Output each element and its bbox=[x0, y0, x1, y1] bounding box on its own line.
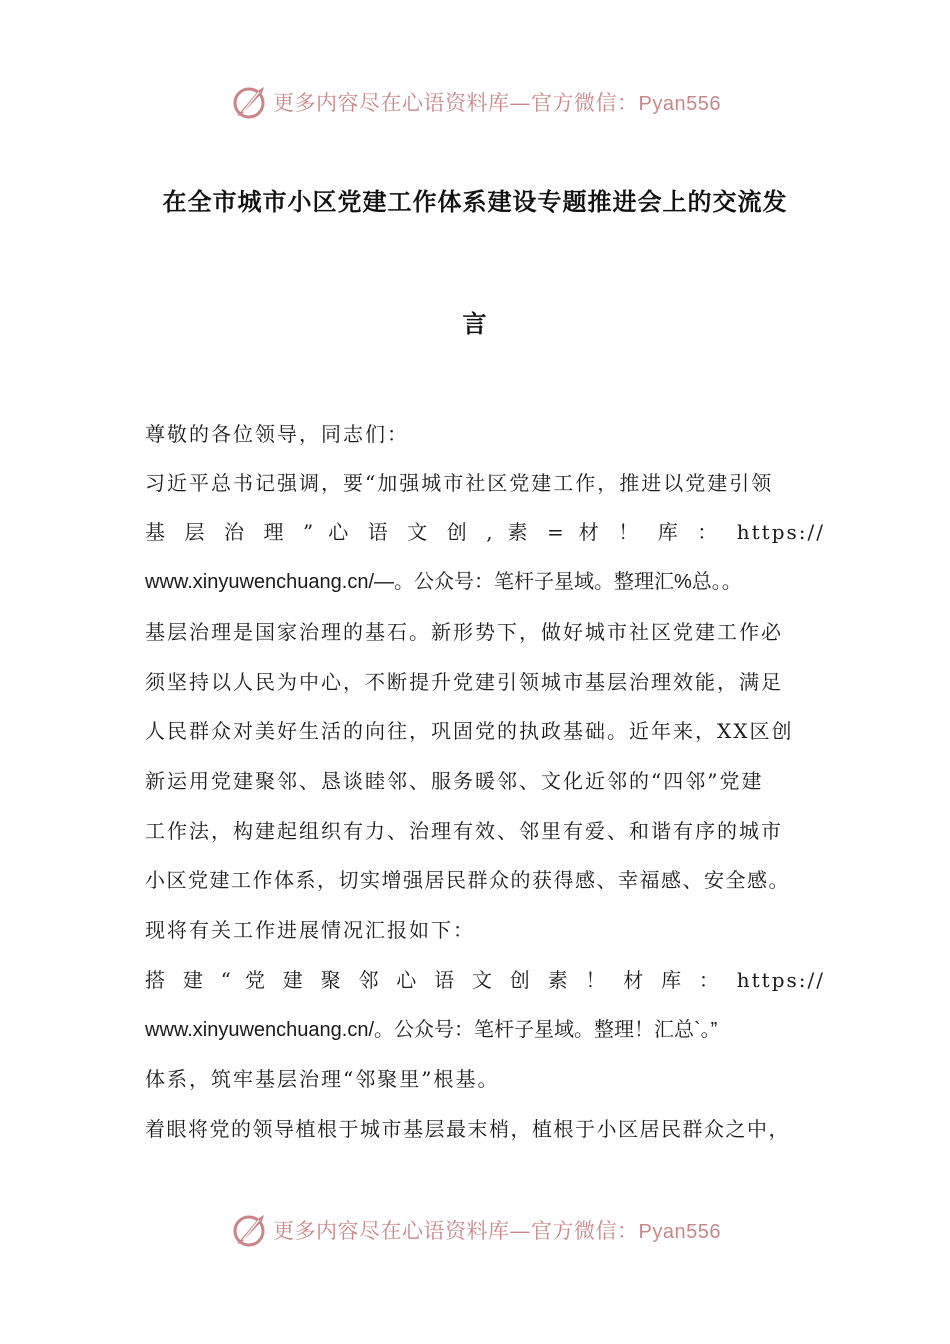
body-line: 小区党建工作体系，切实增强居民群众的获得感、幸福感、安全感。 bbox=[145, 868, 790, 892]
body-line: www.xinyuwenchuang.cn/。公众号：笔杆子星域。整理！汇总`。” bbox=[145, 1019, 718, 1041]
body-line-text: 搭 建 “ 党 建 聚 邻 心 语 文 创 素 ！ 材 库 ： https:// bbox=[145, 968, 825, 992]
body-line: 习近平总书记强调，要“加强城市社区党建工作，推进以党建引领 bbox=[145, 471, 774, 495]
banner-label: 更多内容尽在心语资料库—官方微信： bbox=[273, 1219, 639, 1243]
body-line: 工作法，构建起组织有力、治理有效、邻里有爱、和谐有序的城市 bbox=[145, 819, 783, 843]
banner-handle: Pyan556 bbox=[638, 1221, 721, 1243]
body-line bbox=[145, 516, 825, 548]
body-line: 须坚持以人民为中心，不断提升党建引领城市基层治理效能，满足 bbox=[145, 670, 783, 694]
body-line: 现将有关工作进展情况汇报如下： bbox=[145, 918, 475, 942]
quill-logo-icon bbox=[229, 82, 269, 122]
body-line: 新运用党建聚邻、恳谈睦邻、服务暖邻、文化近邻的“四邻”党建 bbox=[145, 769, 764, 793]
document-title-line-2: 言 bbox=[462, 310, 488, 338]
body-line: 基层治理是国家治理的基石。新形势下，做好城市社区党建工作必 bbox=[145, 620, 783, 644]
banner-label: 更多内容尽在心语资料库—官方微信： bbox=[273, 91, 639, 115]
footer-banner bbox=[0, 1208, 950, 1252]
banner-text bbox=[273, 87, 721, 117]
body-line-salutation: 尊敬的各位领导，同志们： bbox=[145, 422, 409, 446]
banner-text bbox=[273, 1215, 721, 1245]
body-line-heading bbox=[145, 964, 825, 996]
body-line: 着眼将党的领导植根于城市基层最末梢，植根于小区居民群众之中， bbox=[145, 1117, 790, 1141]
header-banner bbox=[0, 80, 950, 124]
body-line: 人民群众对美好生活的向往，巩固党的执政基础。近年来，XX区创 bbox=[145, 719, 794, 743]
body-line: 体系，筑牢基层治理“邻聚里”根基。 bbox=[145, 1067, 500, 1091]
body-line: www.xinyuwenchuang.cn/—。公众号：笔杆子星域。整理汇%总。。 bbox=[145, 571, 742, 593]
banner-handle: Pyan556 bbox=[638, 93, 721, 115]
body-line-text: 基 层 治 理 ” 心 语 文 创 , 素 = 材 ！ 库 ： https:// bbox=[145, 520, 825, 544]
document-title-line-1: 在全市城市小区党建工作体系建设专题推进会上的交流发 bbox=[162, 188, 788, 216]
quill-logo-icon bbox=[229, 1210, 269, 1250]
